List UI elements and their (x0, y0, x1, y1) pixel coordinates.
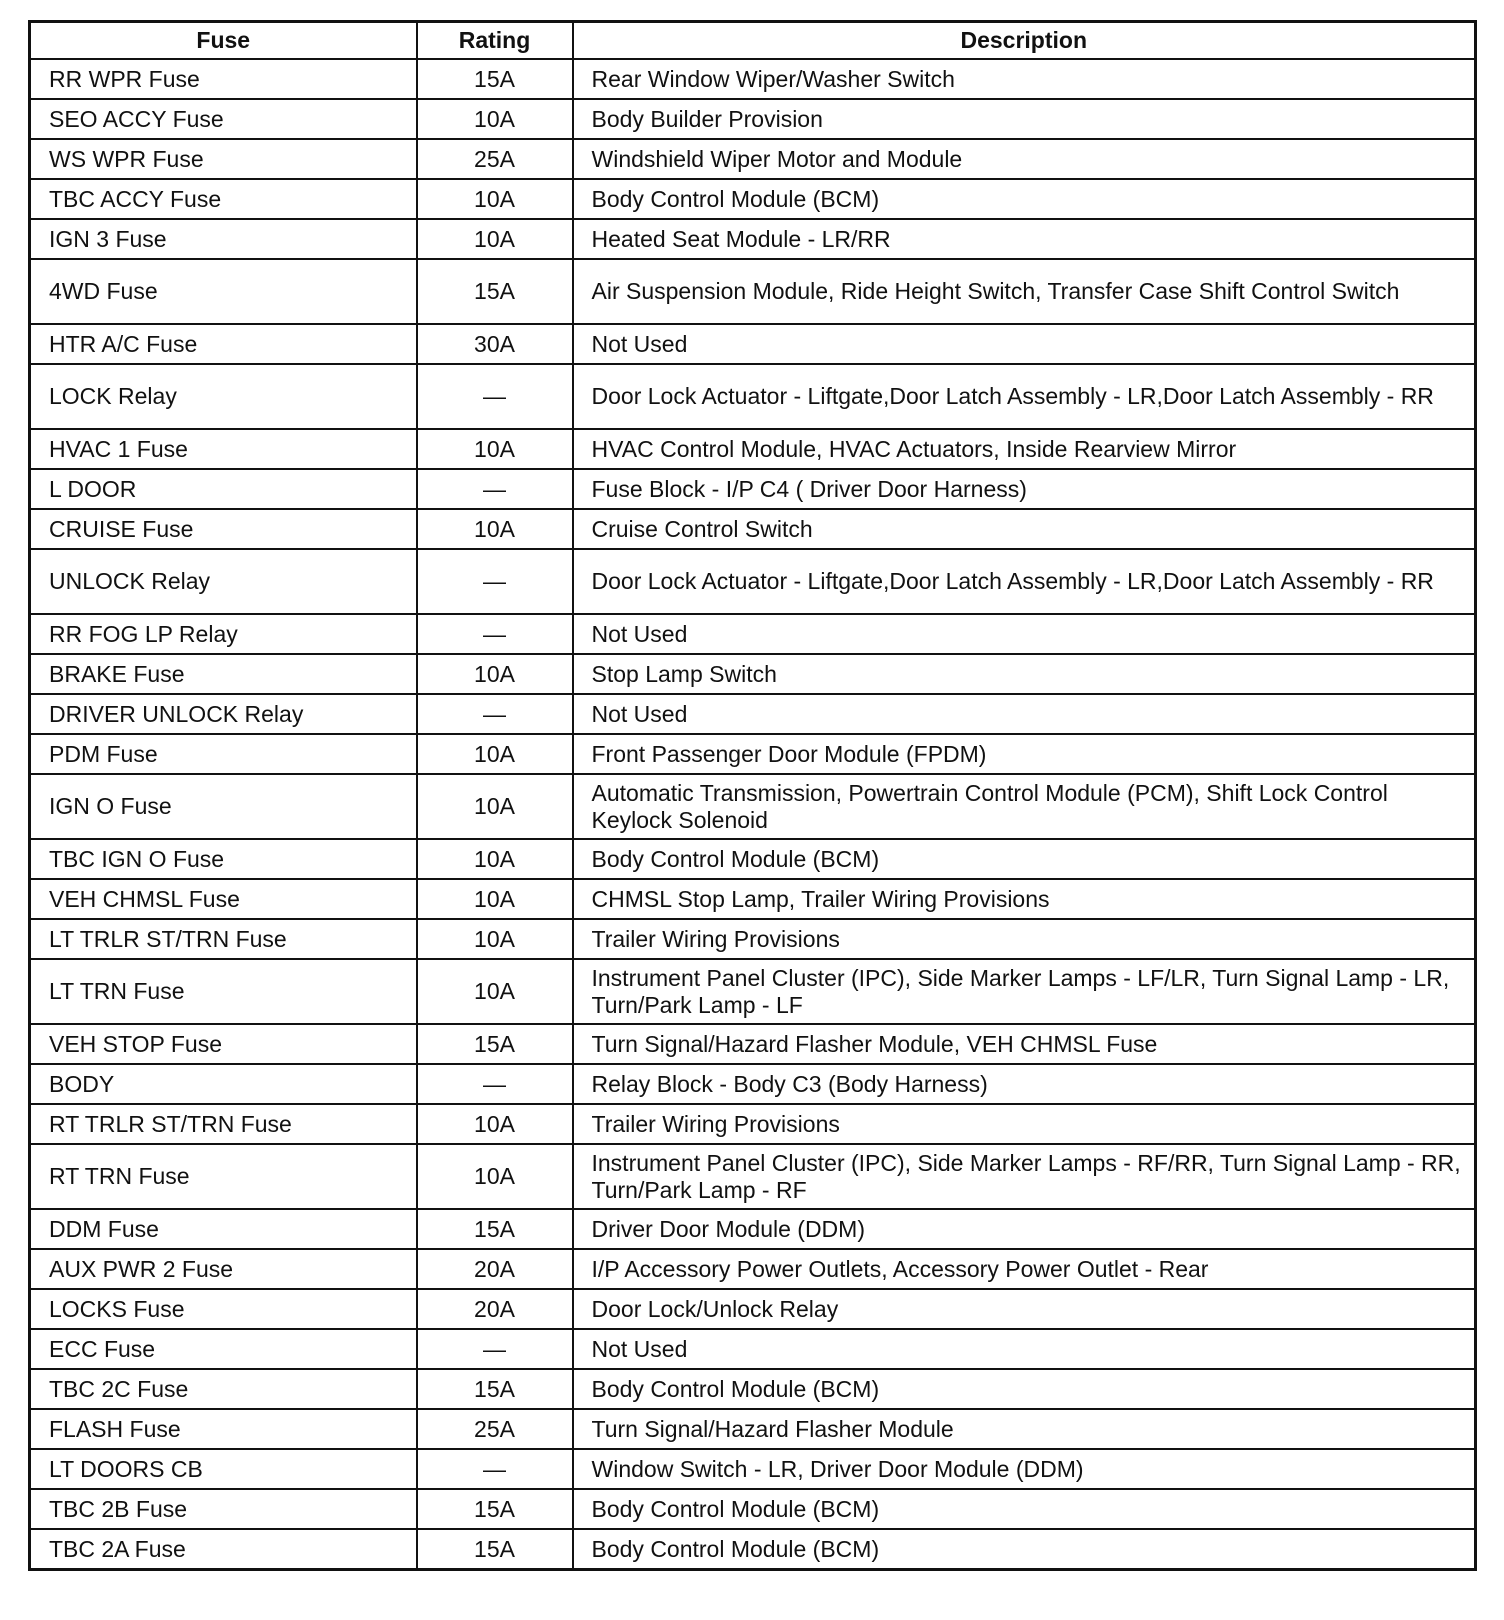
table-row (30, 614, 1476, 654)
cell-rating: 20A (417, 1249, 573, 1289)
cell-description: Instrument Panel Cluster (IPC), Side Marker Lamps - RF/RR, Turn Signal Lamp - RR, Turn/Park Lamp - RF (573, 1144, 1476, 1209)
cell-rating: 25A (417, 139, 573, 179)
cell-fuse: IGN 3 Fuse (30, 219, 417, 259)
cell-fuse: VEH CHMSL Fuse (30, 879, 417, 919)
cell-rating: — (417, 469, 573, 509)
cell-description: Driver Door Module (DDM) (573, 1209, 1476, 1249)
table-row (30, 654, 1476, 694)
fuse-table (28, 20, 1477, 1571)
cell-rating: 10A (417, 839, 573, 879)
table-row (30, 1449, 1476, 1489)
cell-description: I/P Accessory Power Outlets, Accessory Power Outlet - Rear (573, 1249, 1476, 1289)
cell-rating: 10A (417, 774, 573, 839)
cell-description: Body Control Module (BCM) (573, 179, 1476, 219)
cell-fuse: ECC Fuse (30, 1329, 417, 1369)
cell-description: Windshield Wiper Motor and Module (573, 139, 1476, 179)
table-row (30, 1289, 1476, 1329)
cell-description: CHMSL Stop Lamp, Trailer Wiring Provisions (573, 879, 1476, 919)
table-row (30, 179, 1476, 219)
cell-description: Window Switch - LR, Driver Door Module (DDM) (573, 1449, 1476, 1489)
table-row (30, 259, 1476, 324)
cell-description: Body Control Module (BCM) (573, 1369, 1476, 1409)
cell-fuse: TBC 2C Fuse (30, 1369, 417, 1409)
cell-description: Fuse Block - I/P C4 ( Driver Door Harness) (573, 469, 1476, 509)
cell-fuse: TBC ACCY Fuse (30, 179, 417, 219)
cell-rating: 30A (417, 324, 573, 364)
cell-fuse: LOCKS Fuse (30, 1289, 417, 1329)
cell-rating: 10A (417, 219, 573, 259)
header-rating: Rating (417, 22, 573, 60)
table-row (30, 839, 1476, 879)
cell-rating: 10A (417, 1144, 573, 1209)
table-header (30, 22, 1476, 60)
cell-description: Trailer Wiring Provisions (573, 1104, 1476, 1144)
table-row (30, 59, 1476, 99)
table-row (30, 549, 1476, 614)
cell-rating: 10A (417, 734, 573, 774)
table-row (30, 139, 1476, 179)
table-row (30, 364, 1476, 429)
cell-description: Heated Seat Module - LR/RR (573, 219, 1476, 259)
cell-fuse: TBC 2A Fuse (30, 1529, 417, 1570)
table-row (30, 1369, 1476, 1409)
table-row (30, 509, 1476, 549)
cell-fuse: L DOOR (30, 469, 417, 509)
cell-fuse: BODY (30, 1064, 417, 1104)
cell-fuse: LT TRN Fuse (30, 959, 417, 1024)
cell-fuse: UNLOCK Relay (30, 549, 417, 614)
table-row (30, 219, 1476, 259)
cell-rating: 15A (417, 1489, 573, 1529)
cell-rating: 10A (417, 1104, 573, 1144)
cell-description: Instrument Panel Cluster (IPC), Side Marker Lamps - LF/LR, Turn Signal Lamp - LR, Turn/Park Lamp - LF (573, 959, 1476, 1024)
cell-fuse: SEO ACCY Fuse (30, 99, 417, 139)
cell-fuse: TBC IGN O Fuse (30, 839, 417, 879)
cell-rating: 20A (417, 1289, 573, 1329)
cell-fuse: VEH STOP Fuse (30, 1024, 417, 1064)
cell-description: Relay Block - Body C3 (Body Harness) (573, 1064, 1476, 1104)
table-row (30, 919, 1476, 959)
table-row (30, 1104, 1476, 1144)
cell-rating: 10A (417, 919, 573, 959)
cell-fuse: BRAKE Fuse (30, 654, 417, 694)
cell-rating: 10A (417, 959, 573, 1024)
cell-rating: — (417, 549, 573, 614)
cell-rating: 15A (417, 59, 573, 99)
cell-fuse: LT DOORS CB (30, 1449, 417, 1489)
cell-fuse: DRIVER UNLOCK Relay (30, 694, 417, 734)
cell-rating: 15A (417, 1024, 573, 1064)
table-row (30, 1529, 1476, 1570)
cell-description: Door Lock Actuator - Liftgate,Door Latch Assembly - LR,Door Latch Assembly - RR (573, 549, 1476, 614)
cell-rating: 15A (417, 1529, 573, 1570)
cell-fuse: DDM Fuse (30, 1209, 417, 1249)
table-row (30, 1144, 1476, 1209)
cell-fuse: HTR A/C Fuse (30, 324, 417, 364)
cell-rating: 15A (417, 259, 573, 324)
cell-fuse: TBC 2B Fuse (30, 1489, 417, 1529)
cell-description: Cruise Control Switch (573, 509, 1476, 549)
table-row (30, 99, 1476, 139)
table-row (30, 694, 1476, 734)
cell-rating: — (417, 364, 573, 429)
cell-fuse: HVAC 1 Fuse (30, 429, 417, 469)
table-row (30, 1064, 1476, 1104)
cell-fuse: PDM Fuse (30, 734, 417, 774)
table-row (30, 774, 1476, 839)
table-row (30, 879, 1476, 919)
cell-description: Body Control Module (BCM) (573, 839, 1476, 879)
cell-description: HVAC Control Module, HVAC Actuators, Inside Rearview Mirror (573, 429, 1476, 469)
cell-description: Body Control Module (BCM) (573, 1529, 1476, 1570)
table-row (30, 324, 1476, 364)
header-row (30, 22, 1476, 60)
cell-rating: 10A (417, 429, 573, 469)
cell-fuse: CRUISE Fuse (30, 509, 417, 549)
cell-description: Stop Lamp Switch (573, 654, 1476, 694)
cell-fuse: FLASH Fuse (30, 1409, 417, 1449)
cell-fuse: RT TRLR ST/TRN Fuse (30, 1104, 417, 1144)
cell-description: Door Lock/Unlock Relay (573, 1289, 1476, 1329)
table-row (30, 1024, 1476, 1064)
cell-fuse: 4WD Fuse (30, 259, 417, 324)
cell-fuse: IGN O Fuse (30, 774, 417, 839)
table-row (30, 1489, 1476, 1529)
header-fuse: Fuse (30, 22, 417, 60)
cell-description: Turn Signal/Hazard Flasher Module, VEH CHMSL Fuse (573, 1024, 1476, 1064)
cell-fuse: RT TRN Fuse (30, 1144, 417, 1209)
cell-rating: — (417, 1449, 573, 1489)
cell-fuse: LT TRLR ST/TRN Fuse (30, 919, 417, 959)
cell-fuse: RR WPR Fuse (30, 59, 417, 99)
table-row (30, 469, 1476, 509)
cell-rating: 25A (417, 1409, 573, 1449)
cell-description: Trailer Wiring Provisions (573, 919, 1476, 959)
table-row (30, 429, 1476, 469)
cell-fuse: WS WPR Fuse (30, 139, 417, 179)
cell-rating: 15A (417, 1369, 573, 1409)
cell-rating: 10A (417, 99, 573, 139)
cell-rating: 10A (417, 879, 573, 919)
cell-description: Body Control Module (BCM) (573, 1489, 1476, 1529)
cell-description: Front Passenger Door Module (FPDM) (573, 734, 1476, 774)
cell-rating: — (417, 1064, 573, 1104)
cell-description: Turn Signal/Hazard Flasher Module (573, 1409, 1476, 1449)
cell-rating: — (417, 694, 573, 734)
table-row (30, 1249, 1476, 1289)
cell-description: Door Lock Actuator - Liftgate,Door Latch Assembly - LR,Door Latch Assembly - RR (573, 364, 1476, 429)
cell-description: Not Used (573, 694, 1476, 734)
cell-rating: — (417, 1329, 573, 1369)
cell-rating: 10A (417, 509, 573, 549)
header-description: Description (573, 22, 1476, 60)
cell-rating: 10A (417, 179, 573, 219)
cell-fuse: LOCK Relay (30, 364, 417, 429)
table-row (30, 734, 1476, 774)
cell-description: Not Used (573, 1329, 1476, 1369)
cell-description: Body Builder Provision (573, 99, 1476, 139)
cell-rating: 15A (417, 1209, 573, 1249)
cell-description: Air Suspension Module, Ride Height Switch, Transfer Case Shift Control Switch (573, 259, 1476, 324)
cell-description: Not Used (573, 324, 1476, 364)
cell-description: Automatic Transmission, Powertrain Control Module (PCM), Shift Lock Control Keylock Solenoid (573, 774, 1476, 839)
table-row (30, 1209, 1476, 1249)
cell-description: Rear Window Wiper/Washer Switch (573, 59, 1476, 99)
cell-rating: 10A (417, 654, 573, 694)
cell-fuse: RR FOG LP Relay (30, 614, 417, 654)
cell-fuse: AUX PWR 2 Fuse (30, 1249, 417, 1289)
table-row (30, 959, 1476, 1024)
table-row (30, 1329, 1476, 1369)
table-row (30, 1409, 1476, 1449)
cell-description: Not Used (573, 614, 1476, 654)
cell-rating: — (417, 614, 573, 654)
table-body (30, 59, 1476, 1570)
